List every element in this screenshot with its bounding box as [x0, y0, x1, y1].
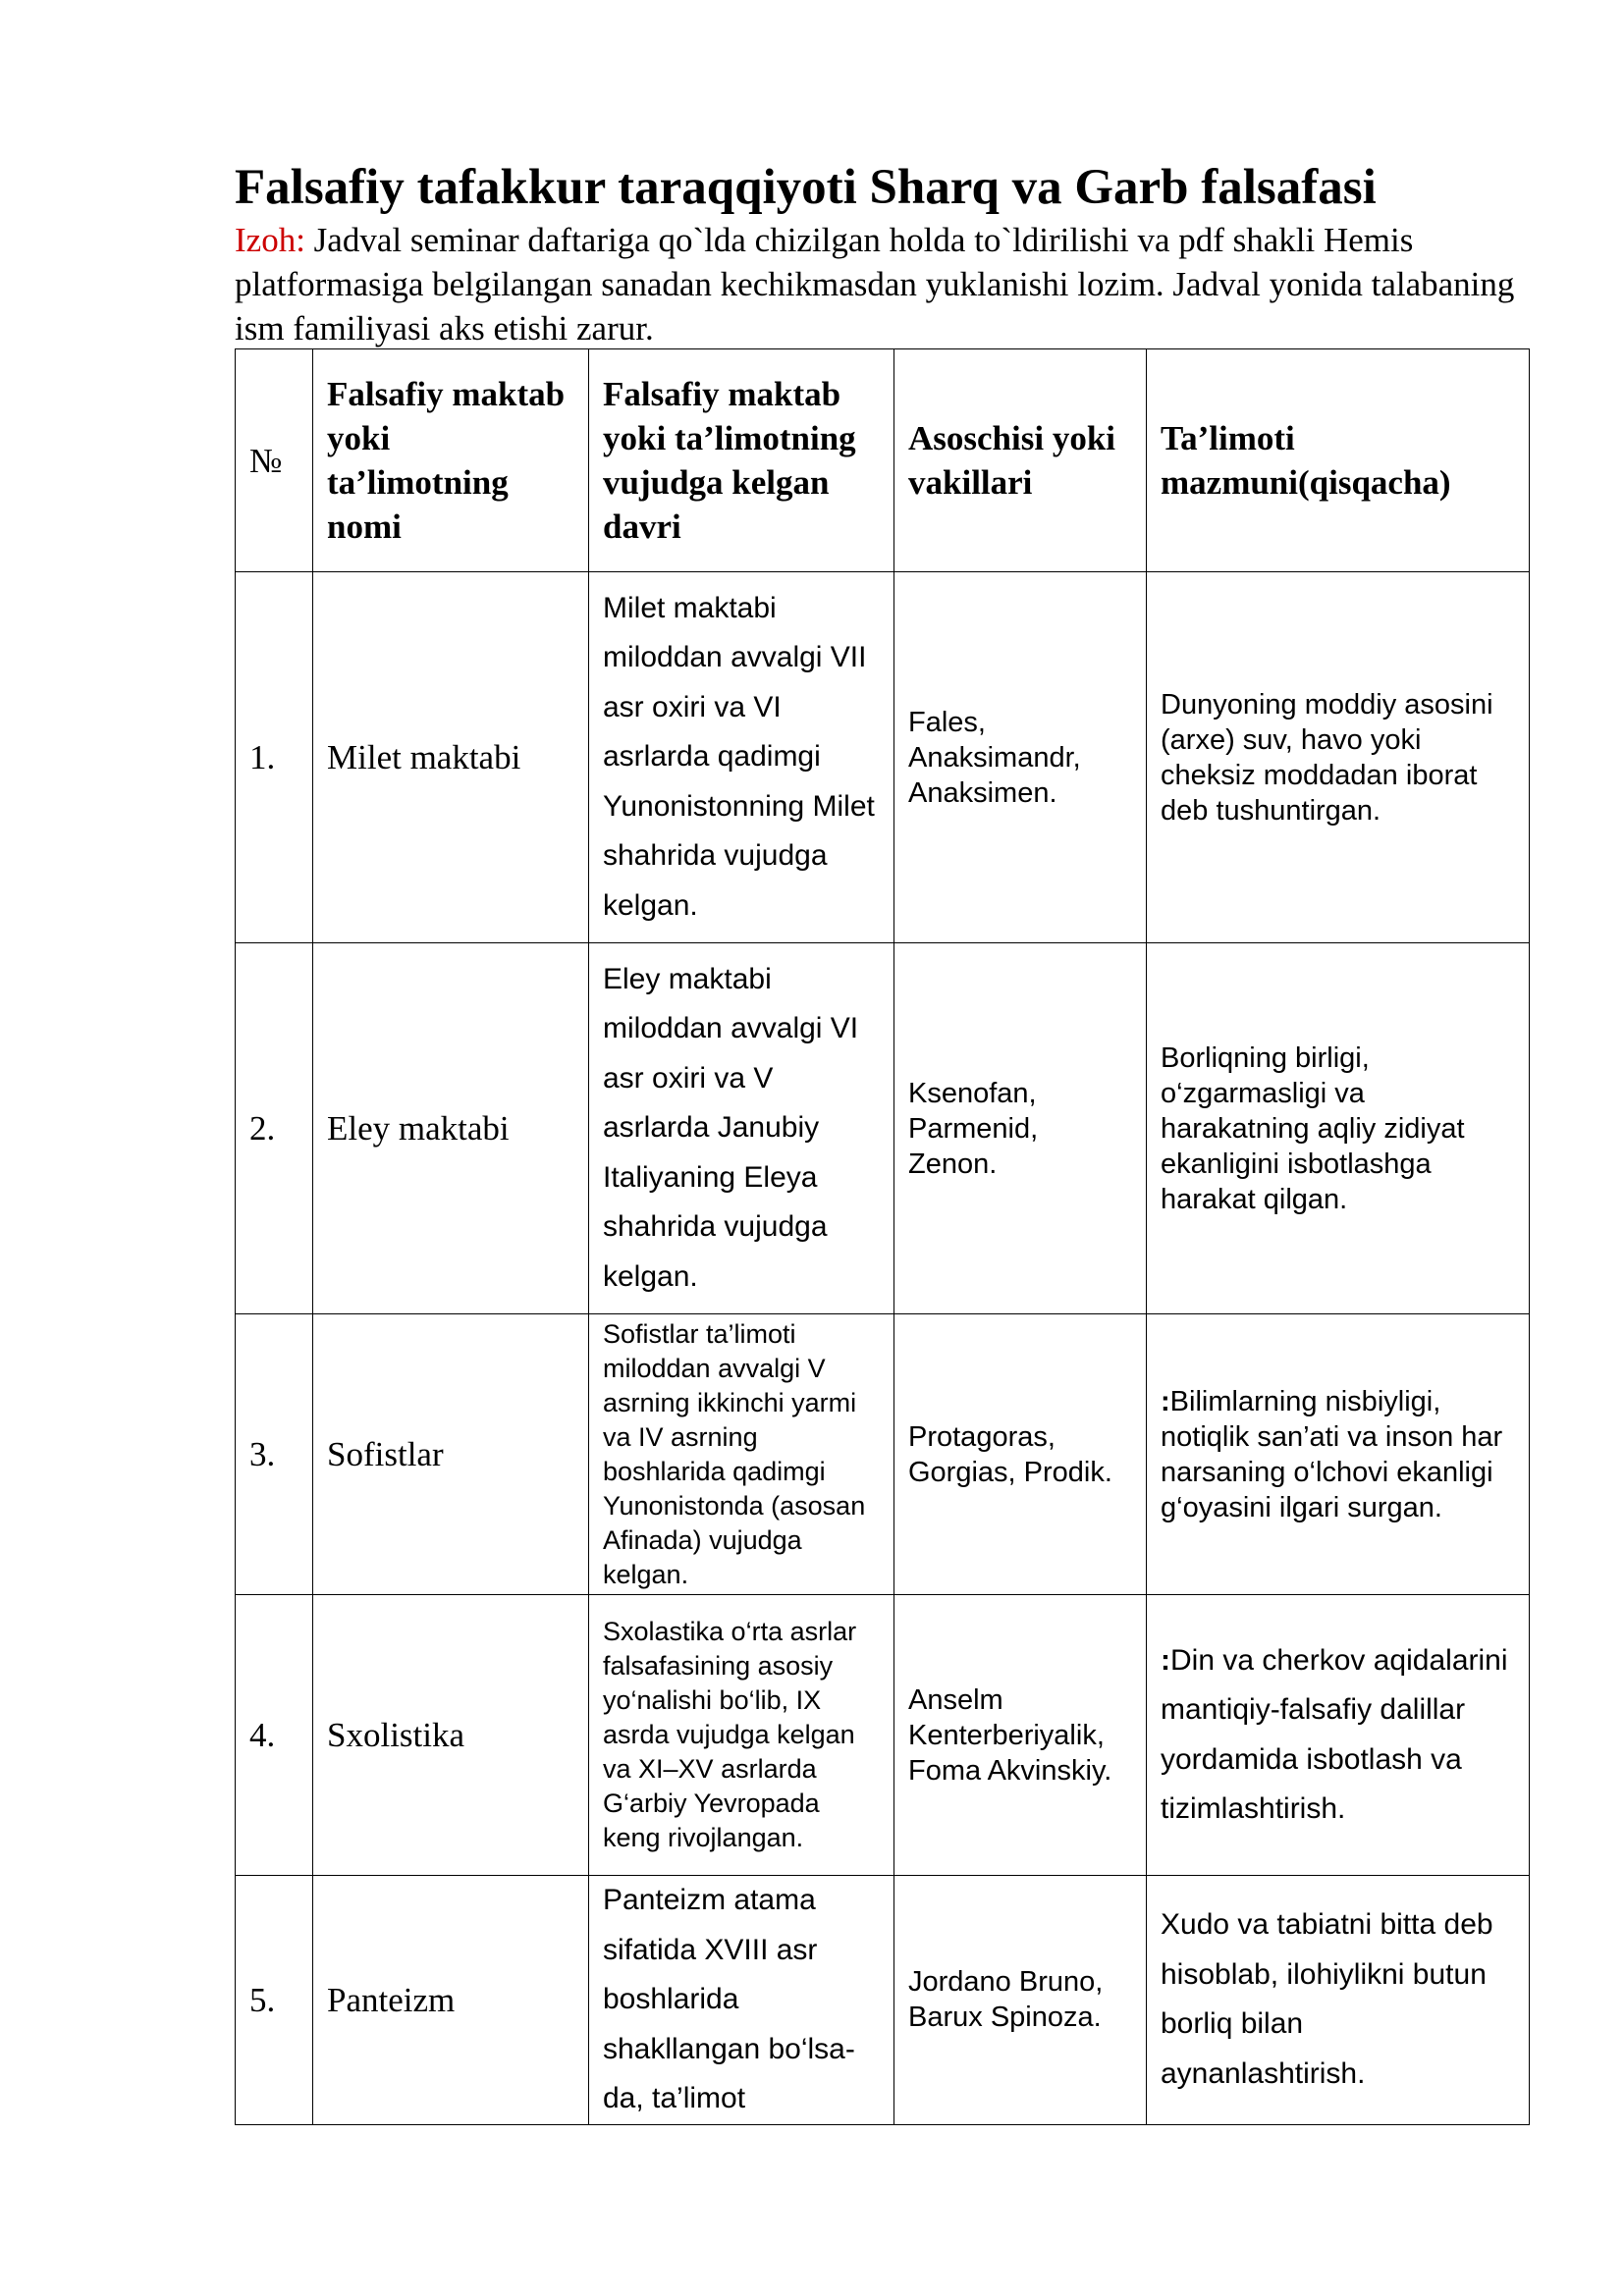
row-school-name: Sofistlar — [313, 1314, 589, 1595]
row-school-name: Milet maktabi — [313, 572, 589, 943]
row-founders: Fales, Anaksimandr, Anaksimen. — [894, 572, 1147, 943]
row-num: 3. — [236, 1314, 313, 1595]
row-school-name: Sxolistika — [313, 1595, 589, 1876]
row-content: Xudo va tabiatni bitta deb hisoblab, ilohiylikni butun borliq bilan aynanlashtirish. — [1147, 1876, 1530, 2125]
table-row — [236, 1314, 1530, 1595]
row-period: Eley maktabi miloddan avvalgi VI asr oxiri va V asrlarda Janubiy Italiyaning Eleya shahrida vujudga kelgan. — [589, 943, 894, 1314]
row-founders: Jordano Bruno, Barux Spinoza. — [894, 1876, 1147, 2125]
document-page — [235, 157, 1527, 2125]
row-period: Sofistlar ta’limoti miloddan avvalgi V asrning ikkinchi yarmi va IV asrning boshlarida qadimgi Yunonistonda (asosan Afinada) vujudga kelgan. — [589, 1314, 894, 1595]
header-name: Falsafiy maktab yoki ta’limotning nomi — [313, 349, 589, 572]
note-label: Izoh: — [235, 221, 305, 259]
row-num: 5. — [236, 1876, 313, 2125]
header-period: Falsafiy maktab yoki ta’limotning vujudga kelgan davri — [589, 349, 894, 572]
table-row — [236, 1876, 1530, 2125]
row-content: Dunyoning moddiy asosini (arxe) suv, havo yoki cheksiz moddadan iborat deb tushuntirgan. — [1147, 572, 1530, 943]
row-content — [1147, 1314, 1530, 1595]
row-founders: Ksenofan, Parmenid, Zenon. — [894, 943, 1147, 1314]
header-founders: Asoschisi yoki vakillari — [894, 349, 1147, 572]
row-content — [1147, 1595, 1530, 1876]
row-content: Borliqning birligi, o‘zgarmasligi va harakatning aqliy zidiyat ekanligini isbotlashga harakat qilgan. — [1147, 943, 1530, 1314]
content-text: Din va cherkov aqidalarini mantiqiy-falsafiy dalillar yordamida isbotlash va tizimlashtirish. — [1161, 1643, 1508, 1825]
row-founders: Protagoras, Gorgias, Prodik. — [894, 1314, 1147, 1595]
row-school-name: Panteizm — [313, 1876, 589, 2125]
row-num: 4. — [236, 1595, 313, 1876]
row-period: Sxolastika o‘rta asrlar falsafasining asosiy yo‘nalishi bo‘lib, IX asrda vujudga kelgan va XI–XV asrlarda G‘arbiy Yevropada keng rivojlangan. — [589, 1595, 894, 1876]
content-prefix: : — [1161, 1385, 1170, 1417]
row-num: 2. — [236, 943, 313, 1314]
row-school-name: Eley maktabi — [313, 943, 589, 1314]
row-num: 1. — [236, 572, 313, 943]
table-header-row — [236, 349, 1530, 572]
header-content: Ta’limoti mazmuni(qisqacha) — [1147, 349, 1530, 572]
note-text: Jadval seminar daftariga qo`lda chizilgan holda to`ldirilishi va pdf shakli Hemis platformasiga belgilangan sanadan kechikmasdan yuklanishi lozim. Jadval yonida talabaning ism familiyasi aks etishi zarur. — [235, 221, 1515, 347]
content-text: Bilimlarning nisbiyligi, notiqlik san’ati va inson har narsaning o‘lchovi ekanligi g‘oyasini ilgari surgan. — [1161, 1385, 1503, 1523]
row-founders: Anselm Kenterberiyalik, Foma Akvinskiy. — [894, 1595, 1147, 1876]
row-period: Panteizm atama sifatida XVIII asr boshlarida shakllangan bo‘lsa-da, ta’limot — [589, 1876, 894, 2125]
instruction-note — [235, 218, 1527, 350]
header-num: № — [236, 349, 313, 572]
row-period: Milet maktabi miloddan avvalgi VII asr oxiri va VI asrlarda qadimgi Yunonistonning Milet shahrida vujudga kelgan. — [589, 572, 894, 943]
table-row — [236, 1595, 1530, 1876]
content-prefix: : — [1161, 1643, 1170, 1677]
document-title: Falsafiy tafakkur taraqqiyoti Sharq va Garb falsafasi — [235, 160, 1377, 215]
schools-table — [235, 348, 1530, 2125]
table-row — [236, 943, 1530, 1314]
table-row — [236, 572, 1530, 943]
